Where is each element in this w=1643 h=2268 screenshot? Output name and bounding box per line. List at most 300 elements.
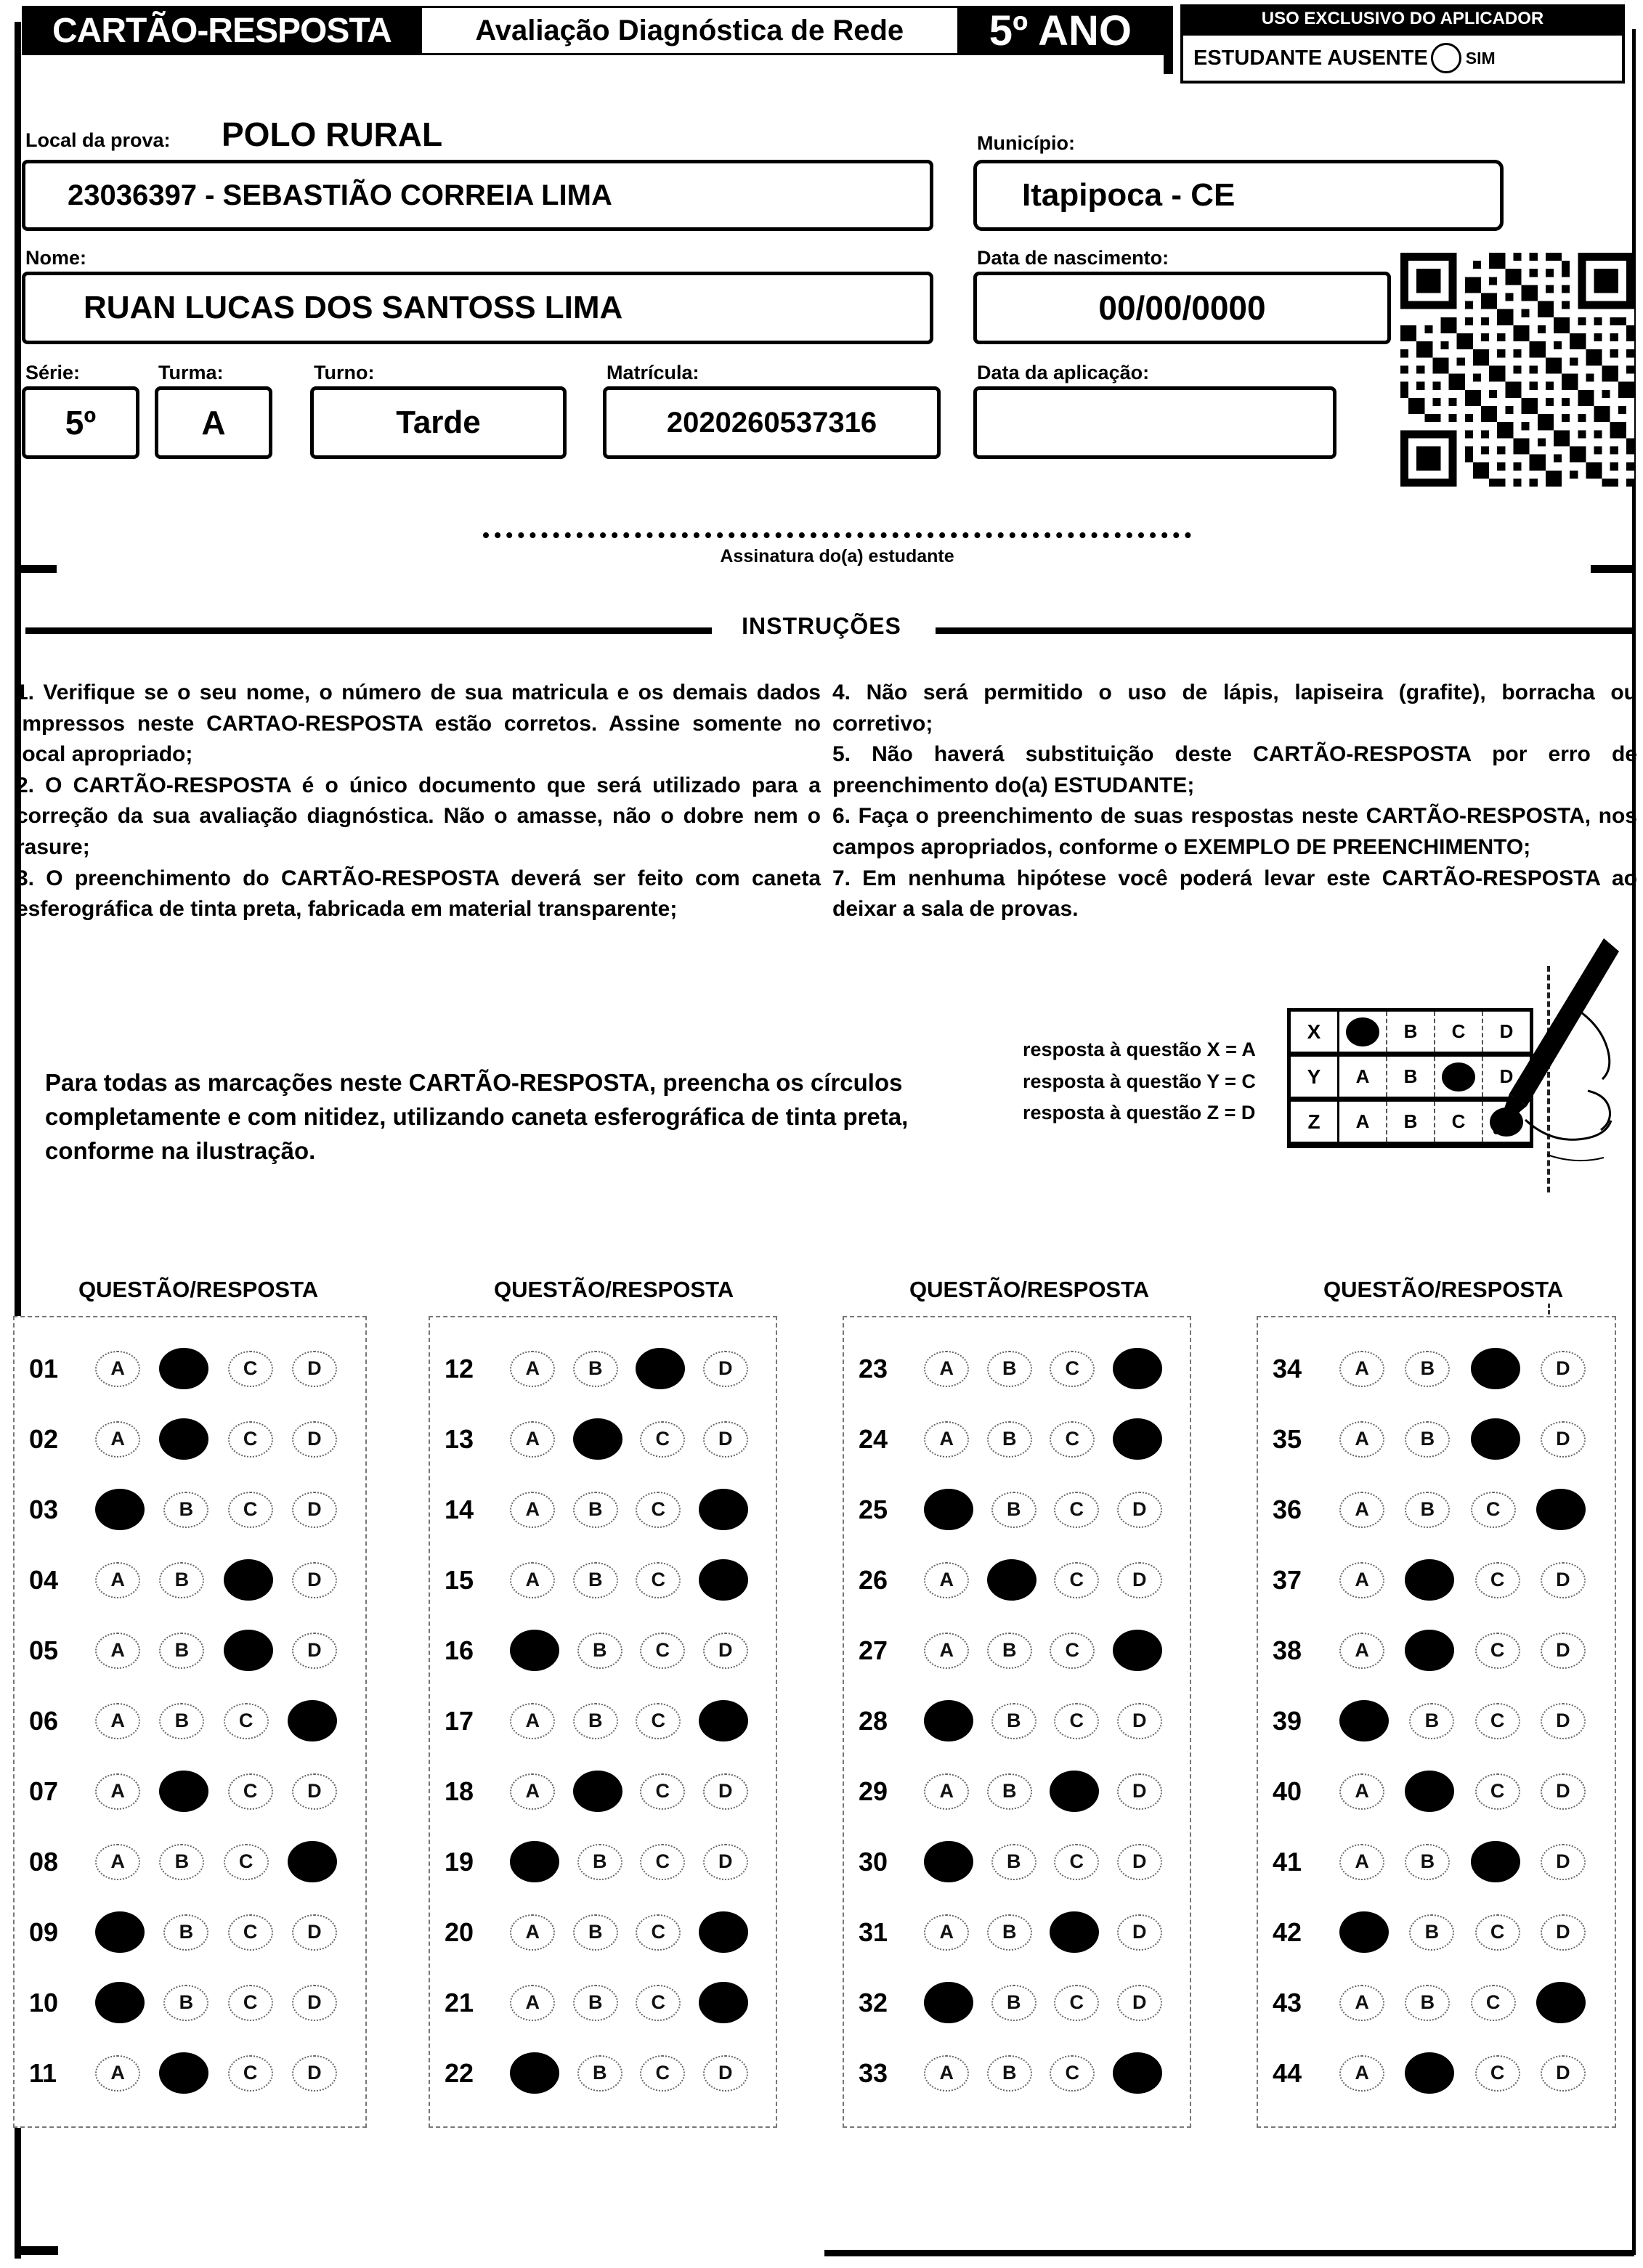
answer-bubble-32-D[interactable]: D bbox=[1117, 1985, 1162, 2021]
answer-bubble-02-B[interactable] bbox=[159, 1418, 208, 1460]
answer-bubble-27-A[interactable]: A bbox=[924, 1633, 969, 1669]
question-number: 31 bbox=[859, 1917, 888, 1947]
signature-line[interactable] bbox=[483, 532, 1191, 538]
answer-bubble-24-A[interactable]: A bbox=[924, 1421, 969, 1458]
answer-bubble-05-C[interactable] bbox=[224, 1630, 273, 1671]
question-number: 19 bbox=[445, 1846, 474, 1877]
question-row-40 bbox=[1258, 1756, 1615, 1826]
answer-bubble-20-A[interactable]: A bbox=[510, 1914, 555, 1951]
text-line: 6. Faça o preenchimento de suas respostas neste CARTÃO-RESPOSTA, nos campos apropriados, conforme o EXEMPLO DE PREENCHIMENTO; bbox=[832, 804, 1637, 859]
answer-bubble-33-C[interactable]: C bbox=[1050, 2055, 1095, 2092]
question-row-38 bbox=[1258, 1615, 1615, 1686]
answer-bubble-07-B[interactable] bbox=[159, 1771, 208, 1812]
answer-bubble-08-A[interactable]: A bbox=[95, 1844, 140, 1880]
answer-bubble-35-C[interactable] bbox=[1471, 1418, 1520, 1460]
question-number: 05 bbox=[29, 1635, 59, 1665]
answer-bubble-37-D[interactable]: D bbox=[1541, 1562, 1586, 1598]
answer-bubble-05-A[interactable]: A bbox=[95, 1633, 140, 1669]
answer-bubble-40-A[interactable]: A bbox=[1339, 1773, 1384, 1810]
question-row-10 bbox=[15, 1967, 365, 2038]
answer-bubble-42-B[interactable]: B bbox=[1409, 1914, 1454, 1951]
answer-bubble-29-A[interactable]: A bbox=[924, 1773, 969, 1810]
data-aplicacao-field bbox=[973, 386, 1336, 459]
question-row-14 bbox=[430, 1474, 776, 1545]
answer-bubble-05-D[interactable]: D bbox=[292, 1633, 337, 1669]
answer-bubble-23-B[interactable]: B bbox=[987, 1351, 1032, 1387]
answer-bubble-03-C[interactable]: C bbox=[228, 1492, 273, 1528]
answer-bubble-33-A[interactable]: A bbox=[924, 2055, 969, 2092]
answer-bubble-34-C[interactable] bbox=[1471, 1348, 1520, 1389]
answer-bubble-19-B[interactable]: B bbox=[577, 1844, 622, 1880]
answer-bubble-32-C[interactable]: C bbox=[1054, 1985, 1099, 2021]
answer-bubble-03-B[interactable]: B bbox=[163, 1492, 208, 1528]
question-row-25 bbox=[844, 1474, 1190, 1545]
answer-bubble-44-B[interactable] bbox=[1405, 2052, 1454, 2094]
nome-value: RUAN LUCAS DOS SANTOSS LIMA bbox=[84, 290, 623, 325]
answer-bubble-43-A[interactable]: A bbox=[1339, 1985, 1384, 2021]
question-number: 25 bbox=[859, 1494, 888, 1524]
answer-bubble-41-A[interactable]: A bbox=[1339, 1844, 1384, 1880]
answer-bubble-13-C[interactable]: C bbox=[640, 1421, 685, 1458]
answer-bubble-10-B[interactable]: B bbox=[163, 1985, 208, 2021]
data-nascimento-value: 00/00/0000 bbox=[1098, 289, 1266, 327]
instructions-rule-left bbox=[25, 627, 712, 634]
answer-bubble-27-D[interactable] bbox=[1113, 1630, 1162, 1671]
grade-label: 5º ANO bbox=[989, 7, 1132, 54]
answer-bubble-38-C[interactable]: C bbox=[1475, 1633, 1520, 1669]
answer-bubble-11-C[interactable]: C bbox=[228, 2055, 273, 2092]
answer-bubble-42-C[interactable]: C bbox=[1475, 1914, 1520, 1951]
answer-bubble-32-B[interactable]: B bbox=[991, 1985, 1036, 2021]
answer-bubble-27-C[interactable]: C bbox=[1050, 1633, 1095, 1669]
answer-bubble-10-C[interactable]: C bbox=[228, 1985, 273, 2021]
question-number: 02 bbox=[29, 1423, 59, 1454]
answer-bubble-14-A[interactable]: A bbox=[510, 1492, 555, 1528]
answer-bubble-23-C[interactable]: C bbox=[1050, 1351, 1095, 1387]
question-row-41 bbox=[1258, 1826, 1615, 1897]
answer-bubble-18-C[interactable]: C bbox=[640, 1773, 685, 1810]
answer-bubble-21-C[interactable]: C bbox=[636, 1985, 681, 2021]
answer-bubble-17-B[interactable]: B bbox=[573, 1703, 618, 1739]
question-row-04 bbox=[15, 1545, 365, 1615]
answer-bubble-13-A[interactable]: A bbox=[510, 1421, 555, 1458]
question-row-39 bbox=[1258, 1686, 1615, 1756]
school-value: 23036397 - SEBASTIÃO CORREIA LIMA bbox=[68, 179, 612, 211]
answer-bubble-06-B[interactable]: B bbox=[159, 1703, 204, 1739]
answer-bubble-44-D[interactable]: D bbox=[1541, 2055, 1586, 2092]
answer-bubble-19-A[interactable] bbox=[510, 1841, 559, 1882]
question-row-23 bbox=[844, 1333, 1190, 1404]
answer-bubble-36-D[interactable] bbox=[1536, 1489, 1586, 1530]
answer-bubble-22-A[interactable] bbox=[510, 2052, 559, 2094]
answer-bubble-31-A[interactable]: A bbox=[924, 1914, 969, 1951]
answer-bubble-16-B[interactable]: B bbox=[577, 1633, 622, 1669]
question-row-02 bbox=[15, 1404, 365, 1474]
answer-bubble-16-C[interactable]: C bbox=[640, 1633, 685, 1669]
question-number: 28 bbox=[859, 1705, 888, 1736]
answer-bubble-03-D[interactable]: D bbox=[292, 1492, 337, 1528]
answer-bubble-26-B[interactable] bbox=[987, 1559, 1036, 1601]
answer-bubble-07-D[interactable]: D bbox=[292, 1773, 337, 1810]
answer-bubble-37-B[interactable] bbox=[1405, 1559, 1454, 1601]
question-number: 06 bbox=[29, 1705, 59, 1736]
answer-bubble-05-B[interactable]: B bbox=[159, 1633, 204, 1669]
answer-bubble-43-C[interactable]: C bbox=[1471, 1985, 1516, 2021]
card-title: CARTÃO-RESPOSTA bbox=[52, 11, 392, 50]
answer-bubble-31-B[interactable]: B bbox=[987, 1914, 1032, 1951]
answer-bubble-12-C[interactable] bbox=[636, 1348, 685, 1389]
answer-bubble-28-D[interactable]: D bbox=[1117, 1703, 1162, 1739]
answer-bubble-39-B[interactable]: B bbox=[1409, 1703, 1454, 1739]
answer-bubble-14-B[interactable]: B bbox=[573, 1492, 618, 1528]
turma-value: A bbox=[201, 404, 226, 442]
text-line: resposta à questão X = A bbox=[1023, 1039, 1256, 1060]
question-row-01 bbox=[15, 1333, 365, 1404]
answer-bubble-08-C[interactable]: C bbox=[224, 1844, 269, 1880]
answer-bubble-25-D[interactable]: D bbox=[1117, 1492, 1162, 1528]
answer-bubble-20-C[interactable]: C bbox=[636, 1914, 681, 1951]
question-row-28 bbox=[844, 1686, 1190, 1756]
answer-bubble-33-D[interactable] bbox=[1113, 2052, 1162, 2094]
text-line: 3. O preenchimento do CARTÃO-RESPOSTA deverá ser feito com caneta esferográfica de tinta preta, fabricada em material transparente; bbox=[16, 866, 821, 922]
question-row-44 bbox=[1258, 2038, 1615, 2108]
question-row-12 bbox=[430, 1333, 776, 1404]
matricula-label: Matrícula: bbox=[607, 362, 699, 383]
turno-field bbox=[310, 386, 567, 459]
answer-bubble-40-C[interactable]: C bbox=[1475, 1773, 1520, 1810]
question-column-header-2: QUESTÃO/RESPOSTA bbox=[494, 1277, 734, 1302]
answer-bubble-13-B[interactable] bbox=[573, 1418, 622, 1460]
example-bubble-Z-B: B bbox=[1387, 1100, 1435, 1145]
answer-bubble-17-C[interactable]: C bbox=[636, 1703, 681, 1739]
answer-column-2 bbox=[429, 1316, 777, 2128]
answer-bubble-21-A[interactable]: A bbox=[510, 1985, 555, 2021]
answer-bubble-28-A[interactable] bbox=[924, 1700, 973, 1741]
answer-bubble-14-D[interactable] bbox=[699, 1489, 748, 1530]
answer-bubble-35-D[interactable]: D bbox=[1541, 1421, 1586, 1458]
answer-bubble-40-B[interactable] bbox=[1405, 1771, 1454, 1812]
answer-bubble-27-B[interactable]: B bbox=[987, 1633, 1032, 1669]
local-da-prova-label: Local da prova: bbox=[25, 129, 171, 151]
instructions-left-column bbox=[16, 678, 821, 925]
answer-bubble-41-B[interactable]: B bbox=[1405, 1844, 1450, 1880]
answer-bubble-09-C[interactable]: C bbox=[228, 1914, 273, 1951]
answer-bubble-01-C[interactable]: C bbox=[228, 1351, 273, 1387]
answer-bubble-30-A[interactable] bbox=[924, 1841, 973, 1882]
example-bubble-Y-A: A bbox=[1339, 1054, 1387, 1100]
signature-caption: Assinatura do(a) estudante bbox=[720, 546, 954, 566]
example-bubble-X-B: B bbox=[1387, 1010, 1435, 1054]
example-bubble-X-D: D bbox=[1482, 1010, 1532, 1054]
answer-bubble-26-D[interactable]: D bbox=[1117, 1562, 1162, 1598]
answer-bubble-36-A[interactable]: A bbox=[1339, 1492, 1384, 1528]
instructions-title: INSTRUÇÕES bbox=[742, 613, 901, 639]
answer-bubble-36-B[interactable]: B bbox=[1405, 1492, 1450, 1528]
serie-value: 5º bbox=[65, 404, 97, 442]
answer-bubble-23-D[interactable] bbox=[1113, 1348, 1162, 1389]
text-line: 2. O CARTÃO-RESPOSTA é o único documento que será utilizado para a correção da sua avaliação diagnóstica. Não o amasse, não o dobre nem o rasure; bbox=[16, 773, 821, 859]
answer-bubble-35-B[interactable]: B bbox=[1405, 1421, 1450, 1458]
answer-bubble-22-C[interactable]: C bbox=[640, 2055, 685, 2092]
question-row-17 bbox=[430, 1686, 776, 1756]
answer-bubble-07-A[interactable]: A bbox=[95, 1773, 140, 1810]
answer-bubble-37-A[interactable]: A bbox=[1339, 1562, 1384, 1598]
answer-bubble-38-B[interactable] bbox=[1405, 1630, 1454, 1671]
answer-bubble-01-A[interactable]: A bbox=[95, 1351, 140, 1387]
answer-bubble-30-B[interactable]: B bbox=[991, 1844, 1036, 1880]
answer-bubble-14-C[interactable]: C bbox=[636, 1492, 681, 1528]
filling-note: Para todas as marcações neste CARTÃO-RESPOSTA, preencha os círculos completamente e com nitidez, utilizando caneta esferográfica de tinta preta, conforme na ilustração. bbox=[45, 1069, 909, 1164]
answer-bubble-41-D[interactable]: D bbox=[1541, 1844, 1586, 1880]
answer-bubble-30-C[interactable]: C bbox=[1054, 1844, 1099, 1880]
answer-bubble-08-B[interactable]: B bbox=[159, 1844, 204, 1880]
answer-bubble-33-B[interactable]: B bbox=[987, 2055, 1032, 2092]
answer-bubble-29-B[interactable]: B bbox=[987, 1773, 1032, 1810]
question-row-07 bbox=[15, 1756, 365, 1826]
answer-bubble-09-A[interactable] bbox=[95, 1911, 145, 1953]
answer-bubble-39-C[interactable]: C bbox=[1475, 1703, 1520, 1739]
answer-bubble-31-C[interactable] bbox=[1050, 1911, 1099, 1953]
answer-bubble-12-A[interactable]: A bbox=[510, 1351, 555, 1387]
answer-bubble-24-D[interactable] bbox=[1113, 1418, 1162, 1460]
turno-label: Turno: bbox=[314, 362, 375, 383]
question-number: 41 bbox=[1273, 1846, 1302, 1877]
nome-field bbox=[22, 272, 933, 344]
answer-bubble-16-A[interactable] bbox=[510, 1630, 559, 1671]
question-number: 26 bbox=[859, 1564, 888, 1595]
example-bubble-X-A bbox=[1339, 1010, 1387, 1054]
example-row-label: X bbox=[1289, 1010, 1339, 1054]
question-row-36 bbox=[1258, 1474, 1615, 1545]
question-row-03 bbox=[15, 1474, 365, 1545]
question-number: 38 bbox=[1273, 1635, 1302, 1665]
answer-bubble-01-D[interactable]: D bbox=[292, 1351, 337, 1387]
answer-bubble-32-A[interactable] bbox=[924, 1982, 973, 2023]
bottom-right-line bbox=[824, 2250, 1634, 2256]
question-number: 40 bbox=[1273, 1776, 1302, 1806]
question-number: 33 bbox=[859, 2057, 888, 2088]
answer-bubble-41-C[interactable] bbox=[1471, 1841, 1520, 1882]
question-row-05 bbox=[15, 1615, 365, 1686]
answer-bubble-37-C[interactable]: C bbox=[1475, 1562, 1520, 1598]
answer-bubble-29-D[interactable]: D bbox=[1117, 1773, 1162, 1810]
question-row-35 bbox=[1258, 1404, 1615, 1474]
question-row-26 bbox=[844, 1545, 1190, 1615]
answer-bubble-40-D[interactable]: D bbox=[1541, 1773, 1586, 1810]
answer-column-1 bbox=[13, 1316, 367, 2128]
answer-bubble-07-C[interactable]: C bbox=[228, 1773, 273, 1810]
question-row-42 bbox=[1258, 1897, 1615, 1967]
local-da-prova-value: POLO RURAL bbox=[222, 115, 443, 153]
answer-bubble-23-A[interactable]: A bbox=[924, 1351, 969, 1387]
answer-bubble-39-D[interactable]: D bbox=[1541, 1703, 1586, 1739]
answer-bubble-42-D[interactable]: D bbox=[1541, 1914, 1586, 1951]
answer-bubble-42-A[interactable] bbox=[1339, 1911, 1389, 1953]
answer-bubble-26-A[interactable]: A bbox=[924, 1562, 969, 1598]
example-bubble-X-C: C bbox=[1435, 1010, 1482, 1054]
answer-bubble-11-D[interactable]: D bbox=[292, 2055, 337, 2092]
answer-bubble-25-C[interactable]: C bbox=[1054, 1492, 1099, 1528]
question-row-19 bbox=[430, 1826, 776, 1897]
answer-bubble-38-A[interactable]: A bbox=[1339, 1633, 1384, 1669]
question-number: 15 bbox=[445, 1564, 474, 1595]
answer-bubble-21-B[interactable]: B bbox=[573, 1985, 618, 2021]
question-number: 14 bbox=[445, 1494, 474, 1524]
answer-bubble-43-B[interactable]: B bbox=[1405, 1985, 1450, 2021]
answer-bubble-15-B[interactable]: B bbox=[573, 1562, 618, 1598]
turno-value: Tarde bbox=[396, 405, 481, 440]
answer-bubble-25-A[interactable] bbox=[924, 1489, 973, 1530]
answer-bubble-18-B[interactable] bbox=[573, 1771, 622, 1812]
question-column-header-4: QUESTÃO/RESPOSTA bbox=[1323, 1277, 1564, 1302]
answer-bubble-22-D[interactable]: D bbox=[703, 2055, 748, 2092]
answer-bubble-28-C[interactable]: C bbox=[1054, 1703, 1099, 1739]
question-number: 18 bbox=[445, 1776, 474, 1806]
example-bubble-Y-D: D bbox=[1482, 1054, 1532, 1100]
serie-field bbox=[22, 386, 139, 459]
question-number: 08 bbox=[29, 1846, 59, 1877]
answer-bubble-04-D[interactable]: D bbox=[292, 1562, 337, 1598]
data-aplicacao-label: Data da aplicação: bbox=[977, 362, 1150, 383]
answer-bubble-25-B[interactable]: B bbox=[991, 1492, 1036, 1528]
data-nascimento-label: Data de nascimento: bbox=[977, 247, 1169, 269]
answer-bubble-02-D[interactable]: D bbox=[292, 1421, 337, 1458]
answer-bubble-20-D[interactable] bbox=[699, 1911, 748, 1953]
question-number: 11 bbox=[29, 2057, 57, 2088]
answer-bubble-04-C[interactable] bbox=[224, 1559, 273, 1601]
example-row-label: Z bbox=[1289, 1100, 1339, 1145]
answer-bubble-38-D[interactable]: D bbox=[1541, 1633, 1586, 1669]
answer-bubble-12-B[interactable]: B bbox=[573, 1351, 618, 1387]
answer-bubble-21-D[interactable] bbox=[699, 1982, 748, 2023]
answer-bubble-11-A[interactable]: A bbox=[95, 2055, 140, 2092]
answer-bubble-17-A[interactable]: A bbox=[510, 1703, 555, 1739]
question-number: 27 bbox=[859, 1635, 888, 1665]
bottom-left-mark bbox=[15, 2246, 58, 2255]
answer-bubble-06-C[interactable]: C bbox=[224, 1703, 269, 1739]
answer-bubble-34-D[interactable]: D bbox=[1541, 1351, 1586, 1387]
answer-bubble-03-A[interactable] bbox=[95, 1489, 145, 1530]
answer-bubble-18-A[interactable]: A bbox=[510, 1773, 555, 1810]
text-line: 7. Em nenhuma hipótese você poderá levar este CARTÃO-RESPOSTA ao deixar a sala de provas. bbox=[832, 866, 1637, 922]
answer-bubble-17-D[interactable] bbox=[699, 1700, 748, 1741]
question-number: 36 bbox=[1273, 1494, 1302, 1524]
matricula-field bbox=[603, 386, 941, 459]
answer-bubble-29-C[interactable] bbox=[1050, 1771, 1099, 1812]
answer-bubble-24-C[interactable]: C bbox=[1050, 1421, 1095, 1458]
text-line: 1. Verifique se o seu nome, o número de sua matricula e os demais dados impressos neste CARTAO-RESPOSTA estão corretos. Assine somente no local apropriado; bbox=[16, 680, 821, 767]
question-number: 44 bbox=[1273, 2057, 1302, 2088]
answer-bubble-43-D[interactable] bbox=[1536, 1982, 1586, 2023]
answer-bubble-06-D[interactable] bbox=[288, 1700, 337, 1741]
answer-bubble-39-A[interactable] bbox=[1339, 1700, 1389, 1741]
answer-bubble-36-C[interactable]: C bbox=[1471, 1492, 1516, 1528]
answer-bubble-12-D[interactable]: D bbox=[703, 1351, 748, 1387]
right-corner-mark bbox=[1591, 565, 1634, 573]
municipio-field bbox=[973, 160, 1504, 231]
answer-bubble-28-B[interactable]: B bbox=[991, 1703, 1036, 1739]
applicator-box bbox=[1180, 4, 1625, 84]
question-row-31 bbox=[844, 1897, 1190, 1967]
answer-bubble-19-C[interactable]: C bbox=[640, 1844, 685, 1880]
instructions-rule-right bbox=[936, 627, 1633, 634]
answer-bubble-35-A[interactable]: A bbox=[1339, 1421, 1384, 1458]
answer-bubble-18-D[interactable]: D bbox=[703, 1773, 748, 1810]
question-number: 29 bbox=[859, 1776, 888, 1806]
answer-bubble-10-D[interactable]: D bbox=[292, 1985, 337, 2021]
student-absent-bubble[interactable] bbox=[1431, 43, 1461, 73]
answer-bubble-02-A[interactable]: A bbox=[95, 1421, 140, 1458]
turma-label: Turma: bbox=[158, 362, 224, 383]
question-number: 35 bbox=[1273, 1423, 1302, 1454]
question-number: 30 bbox=[859, 1846, 888, 1877]
answer-bubble-34-B[interactable]: B bbox=[1405, 1351, 1450, 1387]
assessment-title-box bbox=[422, 8, 957, 53]
answer-bubble-30-D[interactable]: D bbox=[1117, 1844, 1162, 1880]
question-row-06 bbox=[15, 1686, 365, 1756]
answer-bubble-16-D[interactable]: D bbox=[703, 1633, 748, 1669]
question-number: 07 bbox=[29, 1776, 59, 1806]
answer-bubble-04-A[interactable]: A bbox=[95, 1562, 140, 1598]
answer-bubble-04-B[interactable]: B bbox=[159, 1562, 204, 1598]
matricula-value: 2020260537316 bbox=[666, 406, 877, 439]
example-bubble-Z-A: A bbox=[1339, 1100, 1387, 1145]
answer-bubble-13-D[interactable]: D bbox=[703, 1421, 748, 1458]
answer-bubble-02-C[interactable]: C bbox=[228, 1421, 273, 1458]
question-row-11 bbox=[15, 2038, 365, 2108]
qr-code bbox=[1400, 253, 1634, 487]
answer-bubble-34-A[interactable]: A bbox=[1339, 1351, 1384, 1387]
answer-bubble-19-D[interactable]: D bbox=[703, 1844, 748, 1880]
turma-field bbox=[155, 386, 272, 459]
answer-bubble-15-D[interactable] bbox=[699, 1559, 748, 1601]
answer-bubble-26-C[interactable]: C bbox=[1054, 1562, 1099, 1598]
answer-bubble-24-B[interactable]: B bbox=[987, 1421, 1032, 1458]
question-number: 32 bbox=[859, 1987, 888, 2017]
question-number: 09 bbox=[29, 1917, 59, 1947]
answer-bubble-06-A[interactable]: A bbox=[95, 1703, 140, 1739]
question-number: 43 bbox=[1273, 1987, 1302, 2017]
question-row-32 bbox=[844, 1967, 1190, 2038]
question-number: 16 bbox=[445, 1635, 474, 1665]
question-row-16 bbox=[430, 1615, 776, 1686]
answer-bubble-20-B[interactable]: B bbox=[573, 1914, 618, 1951]
answer-bubble-08-D[interactable] bbox=[288, 1841, 337, 1882]
answer-bubble-15-C[interactable]: C bbox=[636, 1562, 681, 1598]
answer-bubble-31-D[interactable]: D bbox=[1117, 1914, 1162, 1951]
answer-bubble-22-B[interactable]: B bbox=[577, 2055, 622, 2092]
municipio-label: Município: bbox=[977, 132, 1075, 154]
answer-bubble-44-A[interactable]: A bbox=[1339, 2055, 1384, 2092]
question-number: 22 bbox=[445, 2057, 474, 2088]
answer-column-3 bbox=[843, 1316, 1191, 2128]
answer-bubble-01-B[interactable] bbox=[159, 1348, 208, 1389]
answer-bubble-10-A[interactable] bbox=[95, 1982, 145, 2023]
question-row-18 bbox=[430, 1756, 776, 1826]
answer-bubble-44-C[interactable]: C bbox=[1475, 2055, 1520, 2092]
answer-bubble-15-A[interactable]: A bbox=[510, 1562, 555, 1598]
question-row-37 bbox=[1258, 1545, 1615, 1615]
question-number: 17 bbox=[445, 1705, 474, 1736]
answer-bubble-09-D[interactable]: D bbox=[292, 1914, 337, 1951]
question-number: 37 bbox=[1273, 1564, 1302, 1595]
answer-bubble-09-B[interactable]: B bbox=[163, 1914, 208, 1951]
answer-bubble-11-B[interactable] bbox=[159, 2052, 208, 2094]
example-bubble-Y-B: B bbox=[1387, 1054, 1435, 1100]
assessment-title: Avaliação Diagnóstica de Rede bbox=[475, 14, 904, 46]
question-number: 24 bbox=[859, 1423, 888, 1454]
instructions-right-column bbox=[832, 678, 1637, 925]
